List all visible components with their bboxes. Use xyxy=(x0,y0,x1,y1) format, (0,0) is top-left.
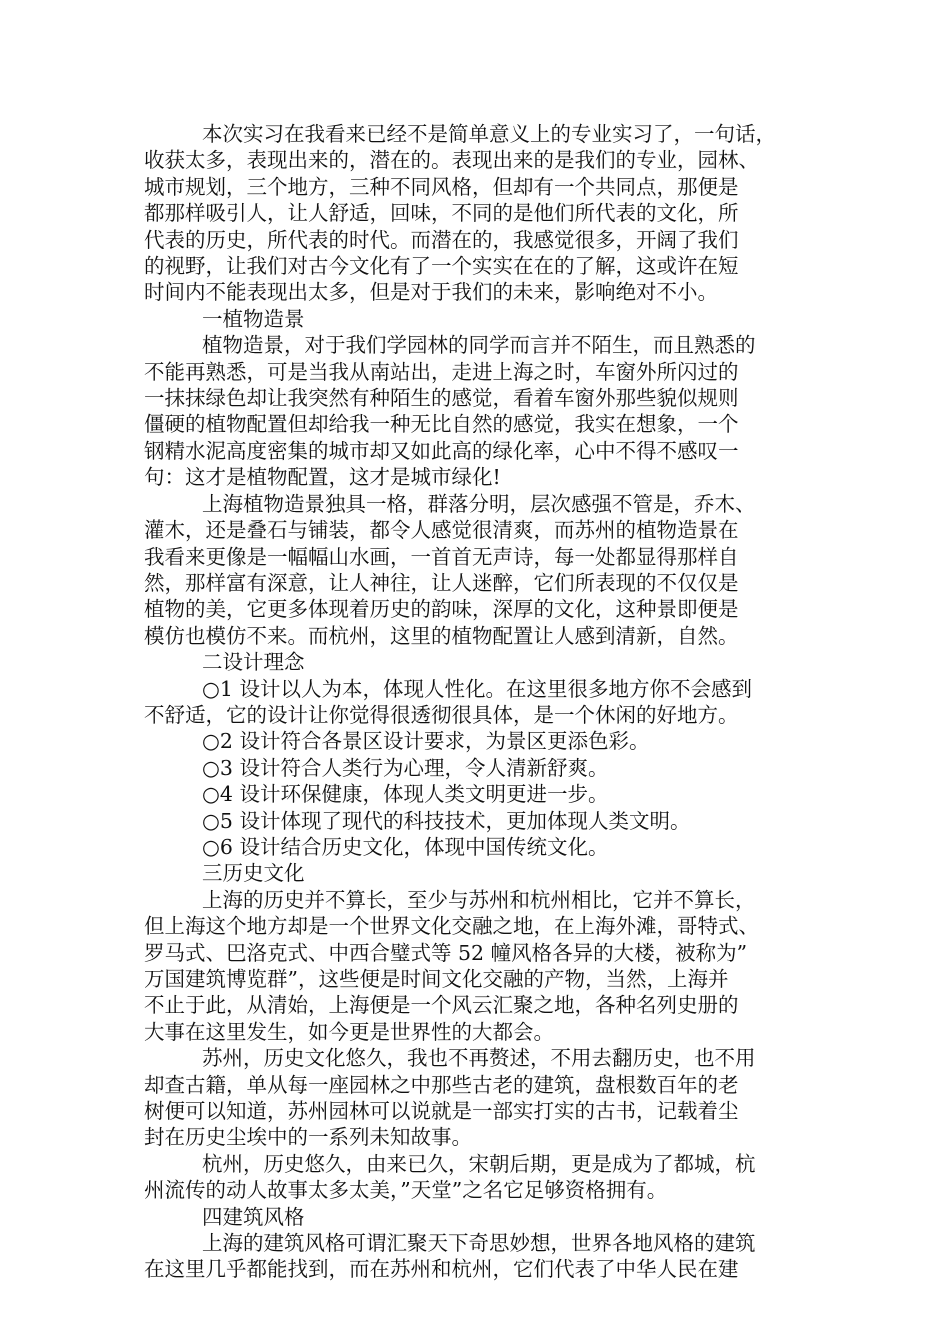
text-line: 植物的美，它更多体现着历史的韵味，深厚的文化，这种景即便是 xyxy=(144,597,739,622)
text-line: 不能再熟悉，可是当我从南站出，走进上海之时，车窗外所闪过的 xyxy=(144,359,739,384)
design-item-2 xyxy=(144,728,814,754)
section-heading-history xyxy=(144,860,814,886)
history-paragraph-hangzhou xyxy=(144,1151,814,1204)
text-line: 收获太多，表现出来的，潜在的。表现出来的是我们的专业，园林、 xyxy=(144,148,759,173)
text-line: ○4 设计环保健康，体现人类文明更进一步。 xyxy=(202,782,609,807)
text-line: 杭州，历史悠久，由来已久，宋朝后期，更是成为了都城，杭 xyxy=(202,1151,756,1176)
text-line: ○6 设计结合历史文化，体现中国传统文化。 xyxy=(202,834,609,859)
text-line: 植物造景，对于我们学园林的同学而言并不陌生，而且熟悉的 xyxy=(202,333,756,358)
text-line: 上海的建筑风格可谓汇聚天下奇思妙想，世界各地风格的建筑 xyxy=(202,1231,756,1256)
plants-paragraph-1 xyxy=(144,332,814,490)
text-line: 的视野，让我们对古今文化有了一个实实在在的了解，这或许在短 xyxy=(144,254,739,279)
heading-text: 四建筑风格 xyxy=(202,1204,305,1229)
design-item-5 xyxy=(144,808,814,834)
design-item-6 xyxy=(144,834,814,860)
text-line: ○3 设计符合人类行为心理，令人清新舒爽。 xyxy=(202,755,609,780)
text-line: 城市规划，三个地方，三种不同风格，但却有一个共同点，那便是 xyxy=(144,174,739,199)
text-line: 苏州，历史文化悠久，我也不再赘述，不用去翻历史，也不用 xyxy=(202,1046,756,1071)
text-line: 模仿也模仿不来。而杭州，这里的植物配置让人感到清新，自然。 xyxy=(144,623,739,648)
design-item-3 xyxy=(144,755,814,781)
text-line: ○1 设计以人为本，体现人性化。在这里很多地方你不会感到 xyxy=(202,676,752,701)
text-line: 不止于此，从清始，上海便是一个风云汇聚之地，各种名列史册的 xyxy=(144,993,739,1018)
text-line: 我看来更像是一幅幅山水画，一首首无声诗，每一处都显得那样自 xyxy=(144,544,739,569)
design-item-1 xyxy=(144,676,814,729)
text-line: 州流传的动人故事太多太美，”天堂”之名它足够资格拥有。 xyxy=(144,1178,668,1203)
history-paragraph-shanghai xyxy=(144,887,814,1045)
section-heading-plants xyxy=(144,306,814,332)
intro-paragraph xyxy=(144,121,814,306)
heading-text: 一植物造景 xyxy=(202,306,305,331)
history-paragraph-suzhou xyxy=(144,1045,814,1151)
text-line: 僵硬的植物配置但却给我一种无比自然的感觉，我实在想象，一个 xyxy=(144,412,739,437)
plants-paragraph-2 xyxy=(144,491,814,649)
text-line: 时间内不能表现出太多，但是对于我们的未来，影响绝对不小。 xyxy=(144,280,718,305)
text-line: 大事在这里发生，如今更是世界性的大都会。 xyxy=(144,1019,554,1044)
heading-text: 三历史文化 xyxy=(202,861,305,886)
document-page xyxy=(144,121,814,1283)
text-line: 封在历史尘埃中的一系列未知故事。 xyxy=(144,1125,472,1150)
text-line: 却查古籍，单从每一座园林之中那些古老的建筑，盘根数百年的老 xyxy=(144,1072,739,1097)
text-line: 然，那样富有深意，让人神往，让人迷醉，它们所表现的不仅仅是 xyxy=(144,570,739,595)
text-line: 树便可以知道，苏州园林可以说就是一部实打实的古书，记载着尘 xyxy=(144,1099,739,1124)
text-line: 本次实习在我看来已经不是简单意义上的专业实习了，一句话， xyxy=(202,122,776,146)
text-line: 句：这才是植物配置，这才是城市绿化! xyxy=(144,465,501,490)
architecture-paragraph xyxy=(144,1230,814,1283)
text-line: ○2 设计符合各景区设计要求，为景区更添色彩。 xyxy=(202,729,650,754)
text-line: 都那样吸引人，让人舒适，回味，不同的是他们所代表的文化，所 xyxy=(144,201,739,226)
text-line: 但上海这个地方却是一个世界文化交融之地，在上海外滩，哥特式、 xyxy=(144,914,759,939)
text-line: 不舒适，它的设计让你觉得很透彻很具体，是一个休闲的好地方。 xyxy=(144,702,739,727)
section-heading-design xyxy=(144,649,814,675)
text-line: 在这里几乎都能找到，而在苏州和杭州，它们代表了中华人民在建 xyxy=(144,1257,739,1282)
text-line: 代表的历史，所代表的时代。而潜在的，我感觉很多，开阔了我们 xyxy=(144,227,739,252)
text-line: 一抹抹绿色却让我突然有种陌生的感觉，看着车窗外那些貌似规则 xyxy=(144,386,739,411)
heading-text: 二设计理念 xyxy=(202,650,305,675)
text-line: 罗马式、巴洛克式、中西合璧式等 52 幢风格各异的大楼，被称为” xyxy=(144,940,748,965)
design-item-4 xyxy=(144,781,814,807)
text-line: 上海的历史并不算长，至少与苏州和杭州相比，它并不算长， xyxy=(202,887,756,912)
text-line: 灌木，还是叠石与铺装，都令人感觉很清爽，而苏州的植物造景在 xyxy=(144,518,739,543)
text-line: ○5 设计体现了现代的科技技术，更加体现人类文明。 xyxy=(202,808,691,833)
text-line: 万国建筑博览群”，这些便是时间文化交融的产物，当然，上海并 xyxy=(144,967,729,991)
text-line: 上海植物造景独具一格，群落分明，层次感强不管是，乔木、 xyxy=(202,491,756,516)
section-heading-architecture xyxy=(144,1204,814,1230)
text-line: 钢精水泥高度密集的城市却又如此高的绿化率，心中不得不感叹一 xyxy=(144,438,739,463)
